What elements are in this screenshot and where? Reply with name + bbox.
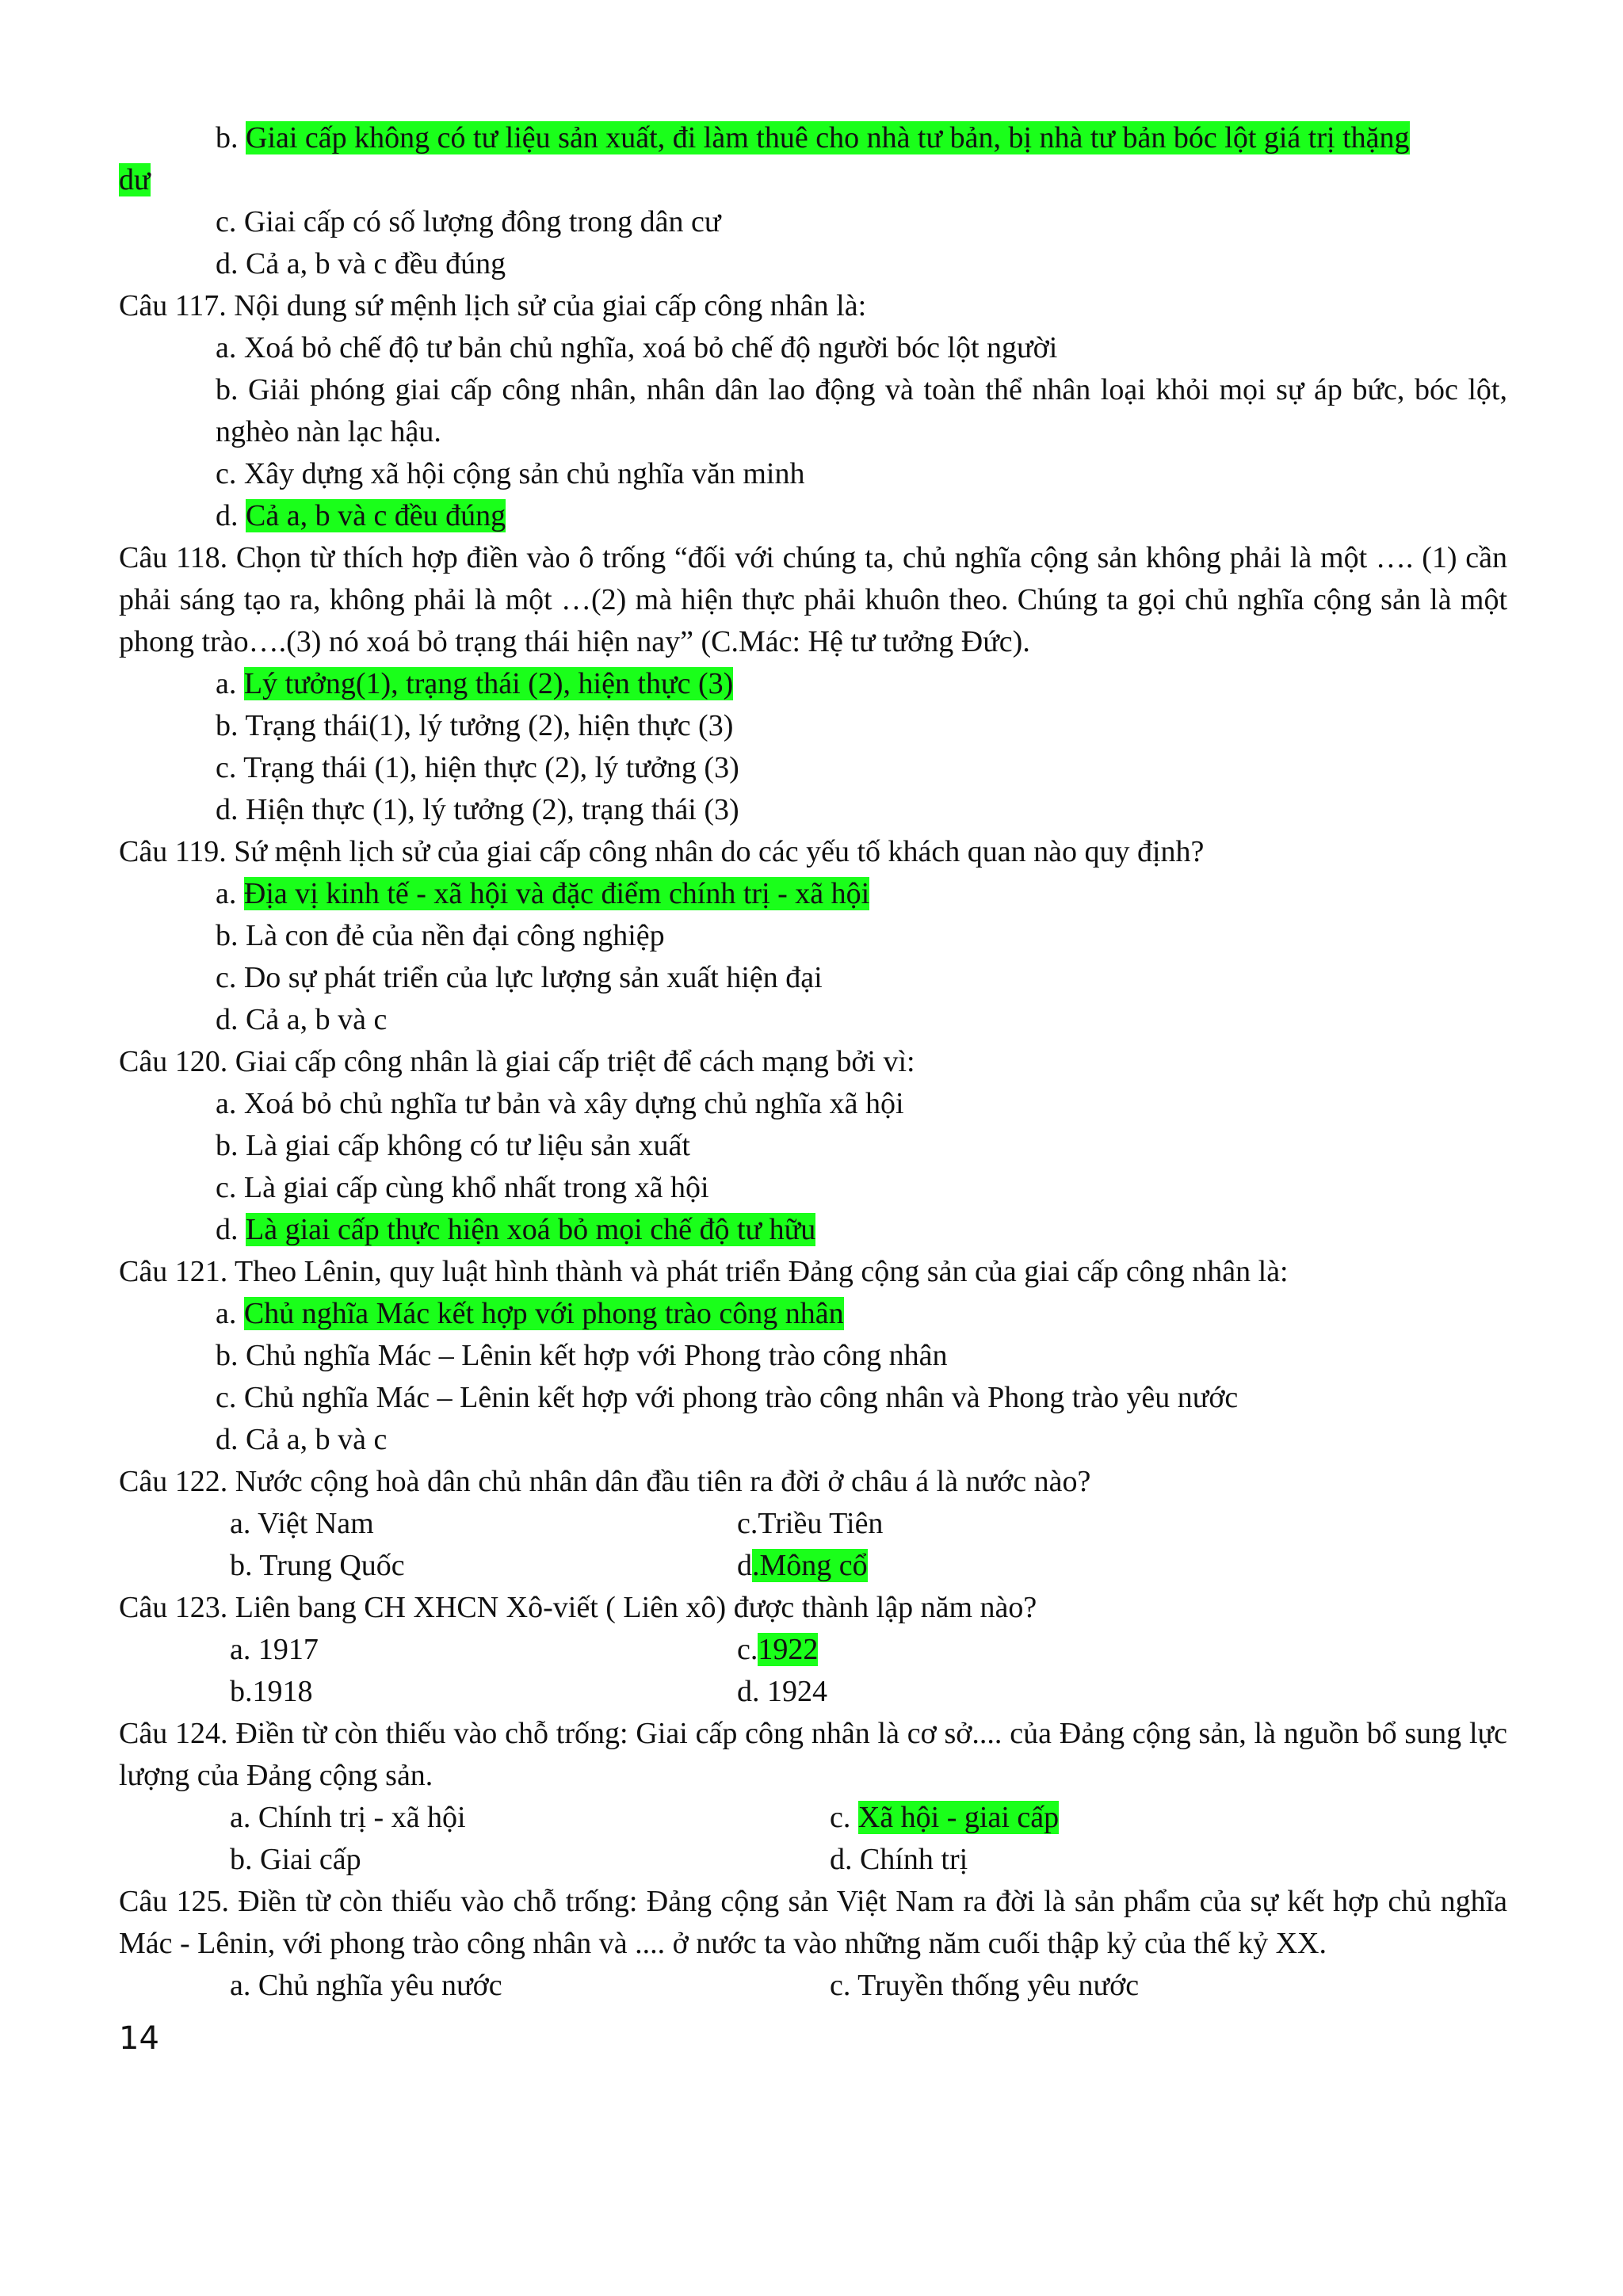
option-b-121: b. Chủ nghĩa Mác – Lênin kết hợp với Phong trào công nhân (216, 1339, 948, 1372)
options-row-122-2 (119, 1545, 1507, 1587)
option-d-124: d. Chính trị (830, 1843, 968, 1876)
question-124: Câu 124. Điền từ còn thiếu vào chỗ trống: Giai cấp công nhân là cơ sở.... của Đảng cộng sản, là nguồn bổ sung lực lượng của Đảng cộng sản. (119, 1717, 1507, 1792)
option-c-120: c. Là giai cấp cùng khổ nhất trong xã hội (216, 1171, 709, 1204)
options-row-124-1 (119, 1797, 1507, 1839)
question-118: Câu 118. Chọn từ thích hợp điền vào ô trống “đối với chúng ta, chủ nghĩa cộng sản không phải là một …. (1) cần phải sáng tạo ra, không phải là một …(2) mà hiện thực phải khuôn theo. Chúng ta gọi chủ nghĩa cộng sản là một phong trào….(3) nó xoá bỏ trạng thái hiện nay” (C.Mác: Hệ tư tưởng Đức). (119, 541, 1507, 658)
answer-highlight: Chủ nghĩa Mác kết hợp với phong trào công nhân (243, 1297, 844, 1330)
option-d-121: d. Cả a, b và c (216, 1423, 388, 1456)
option-c-117: c. Xây dựng xã hội cộng sản chủ nghĩa văn minh (216, 457, 805, 490)
option-a-118: a. Lý tưởng(1), trạng thái (2), hiện thực (3) (216, 667, 734, 700)
answer-highlight: Địa vị kinh tế - xã hội và đặc điểm chính trị - xã hội (243, 877, 870, 910)
answer-highlight: Giai cấp không có tư liệu sản xuất, đi làm thuê cho nhà tư bản, bị nhà tư bản bóc lột giá trị thặng (246, 121, 1410, 154)
page-number: 14 (119, 2020, 159, 2057)
question-122: Câu 122. Nước cộng hoà dân chủ nhân dân đầu tiên ra đời ở châu á là nước nào? (119, 1465, 1091, 1498)
option-a-121: a. Chủ nghĩa Mác kết hợp với phong trào công nhân (216, 1297, 844, 1330)
question-125: Câu 125. Điền từ còn thiếu vào chỗ trống: Đảng cộng sản Việt Nam ra đời là sản phẩm của sự kết hợp chủ nghĩa Mác - Lênin, với phong trào công nhân và .... ở nước ta vào những năm cuối thập kỷ của thế kỷ XX. (119, 1885, 1507, 1960)
options-row-123-2 (119, 1671, 1507, 1713)
option-d-120: d. Là giai cấp thực hiện xoá bỏ mọi chế độ tư hữu (216, 1213, 816, 1246)
question-117: Câu 117. Nội dung sứ mệnh lịch sử của giai cấp công nhân là: (119, 289, 867, 322)
question-120: Câu 120. Giai cấp công nhân là giai cấp triệt để cách mạng bởi vì: (119, 1045, 915, 1078)
option-b-120: b. Là giai cấp không có tư liệu sản xuất (216, 1129, 690, 1162)
answer-highlight: Cả a, b và c đều đúng (246, 499, 506, 532)
option-a-125: a. Chủ nghĩa yêu nước (230, 1969, 502, 2002)
option-b-124: b. Giai cấp (230, 1843, 361, 1876)
option-b-116: b. Giai cấp không có tư liệu sản xuất, đi làm thuê cho nhà tư bản, bị nhà tư bản bóc lột giá trị thặng (216, 121, 1410, 154)
options-row-122-1 (119, 1503, 1507, 1545)
option-d-116: d. Cả a, b và c đều đúng (216, 247, 506, 280)
option-d-122: d.Mông cổ (737, 1549, 868, 1582)
option-c-125: c. Truyền thống yêu nước (830, 1969, 1140, 2002)
option-b-118: b. Trạng thái(1), lý tưởng (2), hiện thực (3) (216, 709, 734, 742)
option-b-119: b. Là con đẻ của nền đại công nghiệp (216, 919, 665, 952)
options-row-123-1 (119, 1629, 1507, 1671)
option-a-117: a. Xoá bỏ chế độ tư bản chủ nghĩa, xoá bỏ chế độ người bóc lột người (216, 331, 1058, 364)
option-d-119: d. Cả a, b và c (216, 1003, 388, 1036)
answer-highlight: Xã hội - giai cấp (857, 1801, 1060, 1834)
question-123: Câu 123. Liên bang CH XHCN Xô-viết ( Liên xô) được thành lập năm nào? (119, 1591, 1037, 1624)
option-c-119: c. Do sự phát triển của lực lượng sản xuất hiện đại (216, 961, 823, 994)
option-b-122: b. Trung Quốc (230, 1549, 405, 1582)
option-c-124: c. Xã hội - giai cấp (830, 1801, 1060, 1834)
question-121: Câu 121. Theo Lênin, quy luật hình thành và phát triển Đảng cộng sản của giai cấp công nhân là: (119, 1255, 1289, 1288)
option-a-124: a. Chính trị - xã hội (230, 1801, 466, 1834)
question-119: Câu 119. Sứ mệnh lịch sử của giai cấp công nhân do các yếu tố khách quan nào quy định? (119, 835, 1205, 868)
option-b-123: b.1918 (230, 1675, 313, 1708)
option-b-116-cont (119, 159, 1507, 201)
option-c-118: c. Trạng thái (1), hiện thực (2), lý tưởng (3) (216, 751, 739, 784)
options-row-125-1 (119, 1965, 1507, 2007)
option-c-122: c.Triều Tiên (737, 1507, 884, 1540)
option-a-119: a. Địa vị kinh tế - xã hội và đặc điểm chính trị - xã hội (216, 877, 870, 910)
option-c-121: c. Chủ nghĩa Mác – Lênin kết hợp với phong trào công nhân và Phong trào yêu nước (216, 1381, 1239, 1414)
option-d-117: d. Cả a, b và c đều đúng (216, 499, 506, 532)
option-b-117: b. Giải phóng giai cấp công nhân, nhân dân lao động và toàn thể nhân loại khỏi mọi sự áp bức, bóc lột, nghèo nàn lạc hậu. (216, 373, 1507, 448)
option-a-120: a. Xoá bỏ chủ nghĩa tư bản và xây dựng chủ nghĩa xã hội (216, 1087, 904, 1120)
answer-highlight: Lý tưởng(1), trạng thái (2), hiện thực (3) (243, 667, 734, 700)
option-d-118: d. Hiện thực (1), lý tưởng (2), trạng thái (3) (216, 793, 739, 826)
option-d-123: d. 1924 (737, 1675, 827, 1708)
answer-highlight: Là giai cấp thực hiện xoá bỏ mọi chế độ tư hữu (246, 1213, 816, 1246)
document-page (119, 117, 1507, 2007)
option-a-122: a. Việt Nam (230, 1507, 374, 1540)
answer-highlight: 1922 (758, 1633, 819, 1666)
answer-highlight: dư (119, 163, 151, 196)
options-row-124-2 (119, 1839, 1507, 1881)
option-c-116: c. Giai cấp có số lượng đông trong dân cư (216, 205, 721, 238)
option-a-123: a. 1917 (230, 1633, 319, 1666)
answer-highlight: .Mông cổ (752, 1549, 868, 1582)
option-c-123: c.1922 (737, 1633, 819, 1666)
